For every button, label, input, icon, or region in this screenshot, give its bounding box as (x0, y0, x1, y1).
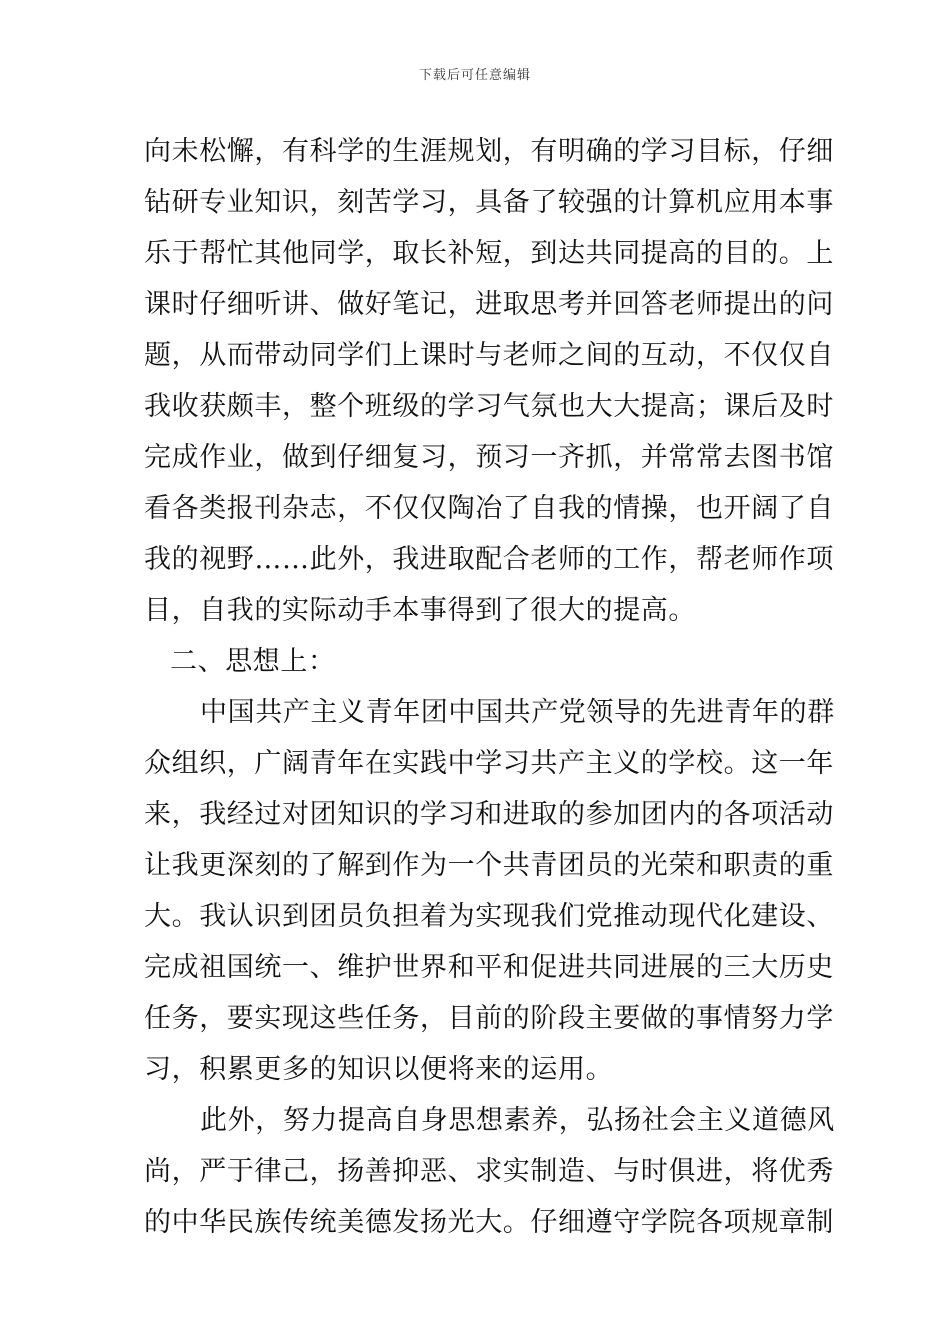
text-line: 的中华民族传统美德发扬光大。仔细遵守学院各项规章制 (144, 1207, 834, 1238)
text-line: 大。我认识到团员负担着为实现我们党推动现代化建设、 (144, 901, 834, 932)
page-header: 下载后可任意编辑 (418, 68, 531, 83)
text-line: 尚，严于律己，扬善抑恶、求实制造、与时俱进，将优秀 (144, 1156, 834, 1187)
section-heading: 二、思想上： (170, 646, 336, 677)
text-line: 乐于帮忙其他同学，取长补短，到达共同提高的目的。上 (144, 238, 834, 269)
text-line: 我的视野……此外，我进取配合老师的工作，帮老师作项 (144, 544, 834, 575)
text-line: 让我更深刻的了解到作为一个共青团员的光荣和职责的重 (144, 850, 834, 881)
text-line: 完成作业，做到仔细复习，预习一齐抓，并常常去图书馆 (144, 442, 834, 473)
text-line: 目，自我的实际动手本事得到了很大的提高。 (144, 595, 696, 626)
text-line: 看各类报刊杂志，不仅仅陶冶了自我的情操，也开阔了自 (144, 493, 834, 524)
text-line: 中国共产主义青年团中国共产党领导的先进青年的群 (200, 697, 835, 728)
text-line: 习，积累更多的知识以便将来的运用。 (144, 1054, 614, 1085)
text-line: 此外，努力提高自身思想素养，弘扬社会主义道德风 (200, 1105, 835, 1136)
text-line: 我收获颇丰，整个班级的学习气氛也大大提高；课后及时 (144, 391, 834, 422)
text-line: 任务，要实现这些任务，目前的阶段主要做的事情努力学 (144, 1003, 834, 1034)
text-line: 众组织，广阔青年在实践中学习共产主义的学校。这一年 (144, 748, 834, 779)
document-body (144, 126, 835, 1248)
text-line: 来，我经过对团知识的学习和进取的参加团内的各项活动 (144, 799, 834, 830)
text-line: 向未松懈，有科学的生涯规划，有明确的学习目标，仔细 (144, 136, 834, 167)
text-line: 钻研专业知识，刻苦学习，具备了较强的计算机应用本事 (144, 187, 834, 218)
text-line: 题，从而带动同学们上课时与老师之间的互动，不仅仅自 (144, 340, 834, 371)
text-line: 完成祖国统一、维护世界和平和促进共同进展的三大历史 (144, 952, 834, 983)
text-line: 课时仔细听讲、做好笔记，进取思考并回答老师提出的问 (144, 289, 834, 320)
